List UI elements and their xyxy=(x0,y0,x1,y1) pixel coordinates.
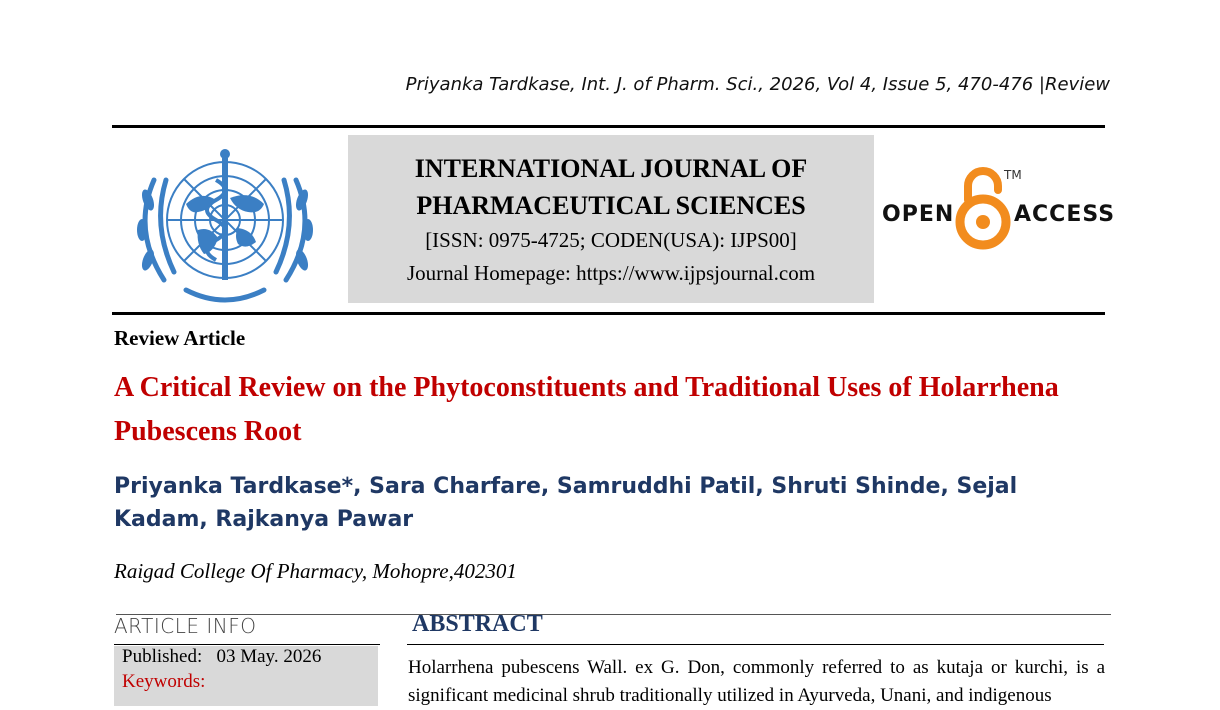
top-rule xyxy=(112,125,1105,128)
open-access-trademark: TM xyxy=(1004,168,1022,182)
abstract-heading: ABSTRACT xyxy=(412,611,543,637)
article-title: A Critical Review on the Phytoconstituents and Traditional Uses of Holarrhena Pubescens Root xyxy=(114,372,1059,447)
keywords-label: Keywords: xyxy=(122,671,206,692)
article-info-heading: ARTICLE INFO xyxy=(114,614,257,638)
abstract-underline xyxy=(407,644,1104,645)
journal-name-line1: INTERNATIONAL JOURNAL OF xyxy=(414,154,808,183)
open-access-access-label: ACCESS xyxy=(1014,202,1116,227)
article-type: Review Article xyxy=(114,326,246,350)
running-head: Priyanka Tardkase, Int. J. of Pharm. Sci., 2026, Vol 4, Issue 5, 470-476 |Review xyxy=(405,74,1110,95)
affiliation: Raigad College Of Pharmacy, Mohopre,402301 xyxy=(114,559,517,583)
abstract-text: Holarrhena pubescens Wall. ex G. Don, commonly referred to as kutaja or kurchi, is a significant medicinal shrub traditionally utilized in Ayurveda, Unani, and indigenous xyxy=(408,657,1105,706)
author-list: Priyanka Tardkase*, Sara Charfare, Samruddhi Patil, Shruti Shinde, Sejal Kadam, Rajkanya Pawar xyxy=(114,474,1018,532)
published-date: Published: 03 May. 2026 xyxy=(122,646,322,667)
journal-homepage: Journal Homepage: https://www.ijpsjournal.com xyxy=(406,261,816,285)
journal-name-line2: PHARMACEUTICAL SCIENCES xyxy=(416,191,806,220)
open-access-open-label: OPEN xyxy=(882,202,955,227)
article-info-underline xyxy=(114,644,380,645)
journal-banner xyxy=(348,135,874,303)
journal-issn: [ISSN: 0975-4725; CODEN(USA): IJPS00] xyxy=(425,228,797,252)
section-divider xyxy=(116,614,1111,615)
journal-emblem-logo xyxy=(126,140,324,306)
bottom-rule xyxy=(112,312,1105,315)
